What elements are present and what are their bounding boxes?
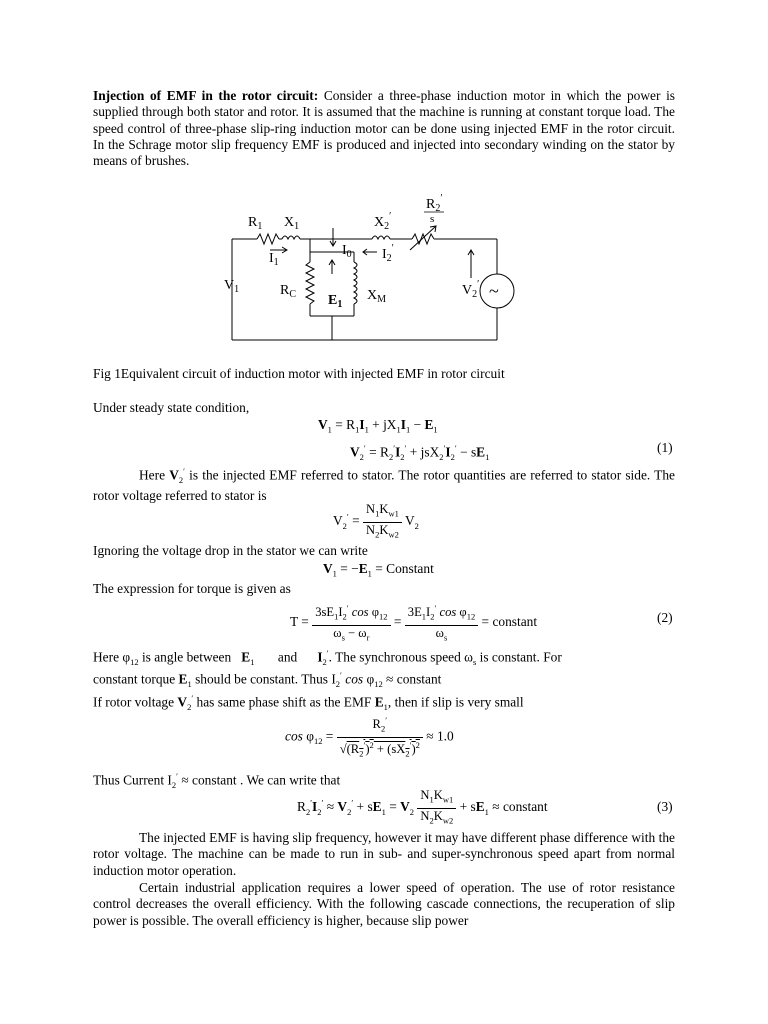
equation-3-number: (3) (657, 799, 673, 814)
stator-voltage-equation: $V_1 = R_1I_1 + jX_1I_1 - E_1$ (318, 417, 438, 435)
label-ac-source: ~ (489, 281, 499, 301)
label-i2: $I_2'$ (382, 243, 394, 264)
current-constant-line: Thus Current $I_2'$ ≈ constant . We can write that (93, 771, 341, 791)
phi-definition-line: Here $\varphi_{12}$ is angle between $E_1$ and $I_2'$. The synchronous speed $\omega_s$ is constant. For (93, 648, 562, 668)
label-x1: $X_1$ (284, 215, 300, 232)
torque-equation: T = $\frac{3sE_1I_2' \cos \varphi_{12}}{\omega_s - \omega_r}$ = $\frac{3E_1I_2' \cos \varphi_{12}}{\omega_s}$ = constant (290, 603, 538, 643)
intro-heading: Injection of EMF in the rotor circuit: (93, 88, 319, 103)
xm-inductor (354, 262, 357, 304)
slip-power-equation: $R_2'I_2' \approx V_2' + sE_1 = V_2$ $\frac{N_1K_{w1}}{N_2K_{w2}}$ + $sE_1$ ≈ constant (297, 788, 548, 826)
rc-resistor (306, 262, 314, 304)
label-v2: $V_2'$ (462, 279, 480, 300)
steady-state-text: Under steady state condition, (93, 400, 250, 415)
power-factor-equation: $\cos \varphi_{12}$ = $\frac{R_2'}{√(R_2')^2 + (sX_2')^2}$ ≈ 1.0 (285, 715, 454, 759)
r1-resistor (257, 234, 279, 244)
slip-frequency-paragraph: The injected EMF is having slip frequency, however it may have different phase difference with the rotor voltage. The machine can be made to run in sub- and super-synchronous speed apart from normal induction motor operation. (93, 830, 675, 878)
rotor-voltage-ratio-equation: $V_2'$ = $\frac{N_1K_{w1}}{N_2K_{w2}}$ $V_2$ (333, 502, 419, 540)
x2-inductor (372, 236, 390, 239)
label-xm: $X_M$ (367, 288, 387, 305)
label-i1: $I_1$ (269, 251, 279, 268)
label-x2: $X_2'$ (374, 211, 392, 232)
label-e1: $E_1$ (328, 293, 343, 310)
label-r2-numerator: $R_2'$ (426, 193, 443, 214)
industrial-application-paragraph: Certain industrial application requires a lower speed of operation. The use of rotor resistance control decreases the overall efficiency. With the following cascade connections, the recuperation of slip power is possible. The overall efficiency is higher, because slip power (93, 880, 675, 928)
r2-variable-resistor (412, 234, 434, 244)
equivalent-circuit-diagram (222, 190, 532, 350)
label-i0: $I_0$ (342, 243, 352, 260)
equation-1-number: (1) (657, 440, 673, 455)
label-v1: $V_1$ (224, 278, 240, 295)
rotor-voltage-equation: $V_2' = R_2'I_2' + jsX_2'I_2' - sE_1$ (350, 443, 490, 463)
injected-emf-paragraph: Here $V_2'$ is the injected EMF referred to stator. The rotor quantities are referred to stator side. The rotor voltage referred to stator is (93, 466, 675, 504)
constant-torque-line: constant torque $E_1$ should be constant. Thus $I_2'$ $\cos \varphi_{12}$ ≈ constant (93, 670, 442, 690)
intro-paragraph (93, 88, 675, 169)
label-r1: $R_1$ (248, 215, 263, 232)
label-rc: $R_C$ (280, 283, 297, 300)
intro-body: Consider a three-phase induction motor in which the power is supplied through both stator and rotor. It is assumed that the machine is running at constant torque load. The speed control of three-phase slip-ring induction motor can be done using injected EMF in the rotor circuit. In the Schrage motor slip frequency EMF is produced and injected into secondary winding on the stator by means of brushes. (93, 88, 675, 169)
ignoring-drop-text: Ignoring the voltage drop in the stator we can write (93, 543, 368, 558)
x1-inductor (282, 236, 300, 239)
label-r2-denominator: s (430, 213, 435, 225)
equation-2-number: (2) (657, 610, 673, 625)
constant-emf-equation: $V_1 = -E_1$ = Constant (323, 561, 434, 579)
figure-caption: Fig 1Equivalent circuit of induction motor with injected EMF in rotor circuit (93, 366, 505, 381)
torque-intro-text: The expression for torque is given as (93, 581, 291, 596)
rotor-voltage-phase-line: If rotor voltage $V_2'$ has same phase shift as the EMF $E_1$, then if slip is very small (93, 693, 524, 713)
